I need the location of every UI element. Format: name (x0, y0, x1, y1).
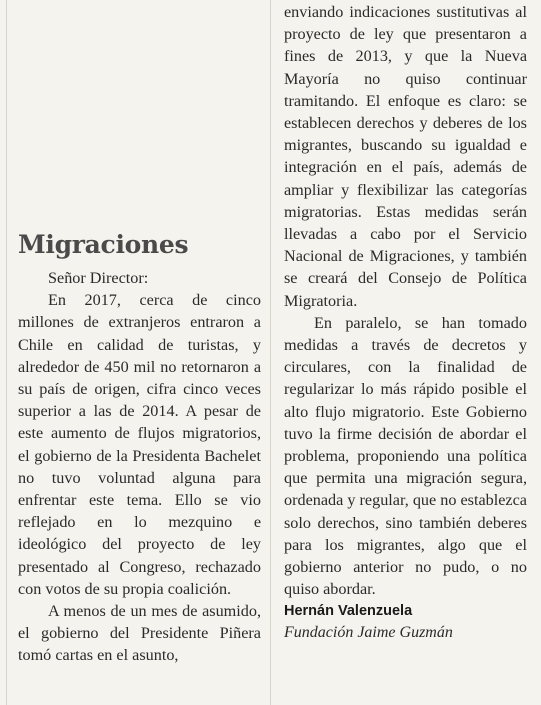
salutation: Señor Director: (48, 269, 149, 287)
left-column (18, 228, 261, 667)
paragraph-2-continued: enviando indicaciones sustitutivas al proyecto de ley que presentaron a fines de 2013, y que la Nueva Mayoría no quiso continuar tramitando. El enfoque es claro: se establecen derechos y deberes de los migrantes, buscando su igualdad e integración en el país, además de ampliar y flexibilizar las categorías migratorias. Estas medidas serán llevadas a cabo por el Servicio Nacional de Migraciones, y también se creará del Consejo de Política Migratoria. (284, 3, 527, 310)
author-affiliation: Fundación Jaime Guzmán (284, 624, 453, 642)
paragraph-3: En paralelo, se han tomado medidas a través de decretos y circulares, con la finalidad de regularizar lo más rápido posible el alto flujo migratorio. Este Gobierno tuvo la firme decisión de abordar el problema, proponiendo una política que permita una migración segura, ordenada y regular, que no establezca solo derechos, sino también deberes para los migrantes, algo que el gobierno anterior no pudo, o no quiso abordar. (284, 313, 527, 599)
right-column (284, 1, 527, 644)
paragraph-2: A menos de un mes de asumido, el gobierno del Presidente Piñera tomó cartas en el asunto, (18, 602, 261, 665)
article-title: Migraciones (18, 230, 189, 259)
left-margin-rule (6, 0, 7, 705)
author-name: Hernán Valenzuela (284, 603, 413, 620)
column-divider (270, 0, 271, 705)
paragraph-1: En 2017, cerca de cinco millones de extranjeros entraron a Chile en calidad de turistas, y alrededor de 450 mil no retornaron a su país de origen, cifra cinco veces superior a las de 2014. A pesar de este aumento de flujos migratorios, el gobierno de la Presidenta Bachelet no tuvo voluntad alguna para enfrentar este tema. Ello se vio reflejado en lo mezquino e ideológico del proyecto de ley presentado al Congreso, rechazado con votos de su propia coalición. (18, 291, 261, 598)
